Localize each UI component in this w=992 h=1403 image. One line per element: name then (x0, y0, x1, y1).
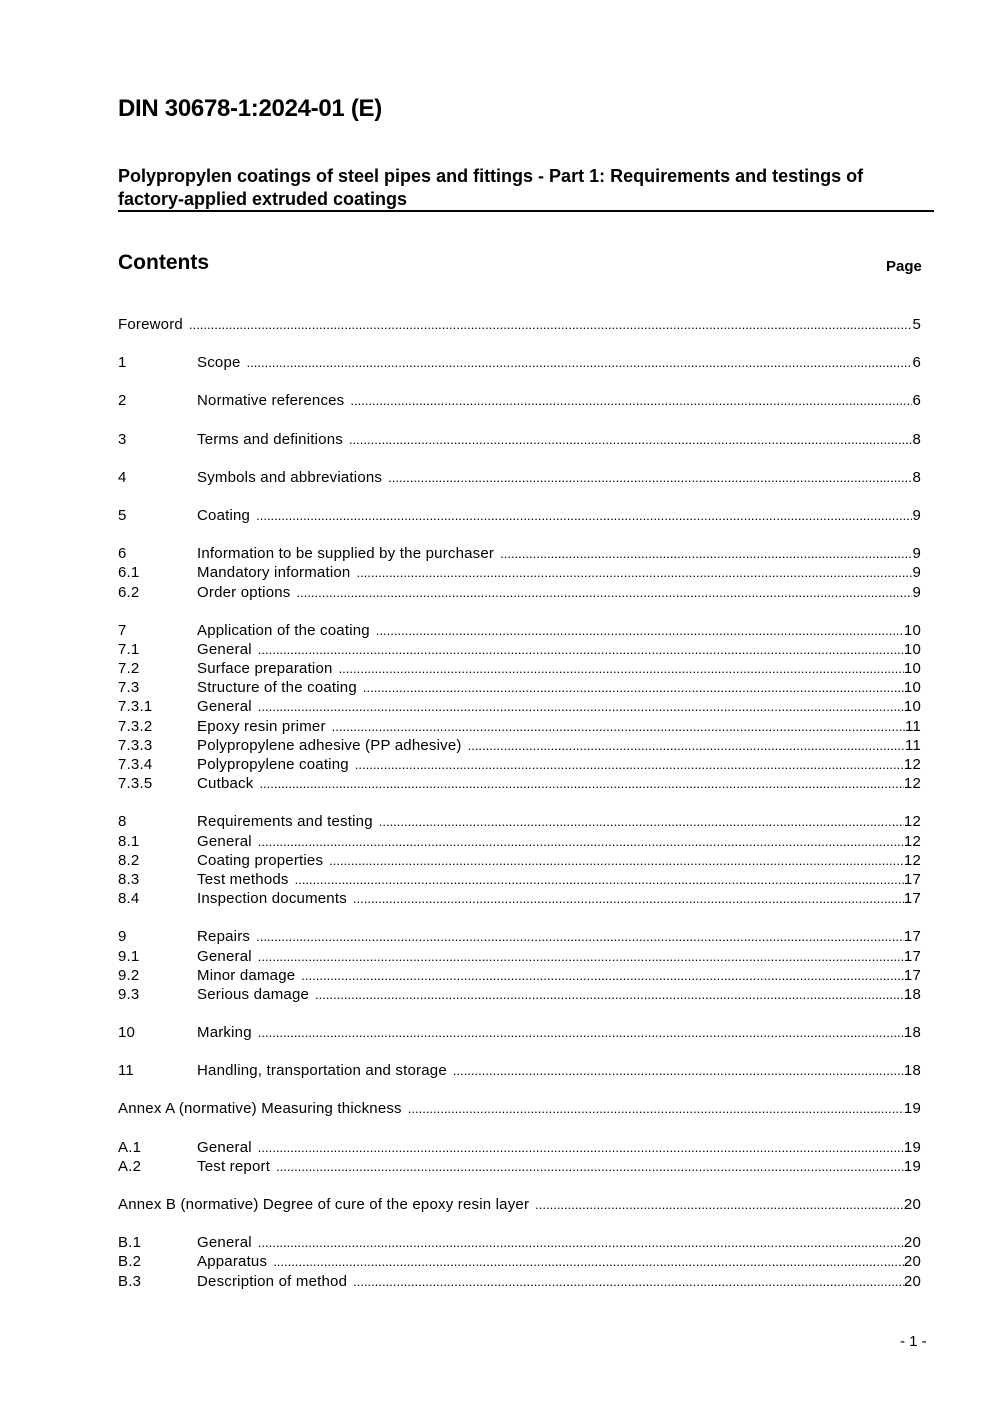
toc-leader-dots (301, 966, 904, 985)
toc-entry-title: Coating properties (197, 851, 324, 869)
toc-entry-number: 11 (118, 1062, 134, 1080)
toc-leader-dots (468, 736, 905, 755)
toc-entry[interactable] (118, 985, 921, 1004)
toc-entry-title: Terms and definitions (197, 430, 343, 448)
toc-entry-number: 3 (118, 430, 127, 448)
toc-entry-page: 18 (903, 1024, 921, 1042)
toc-entry-page: 19 (903, 1100, 921, 1118)
toc-entry-number: 8.4 (118, 890, 140, 908)
toc-leader-dots (256, 506, 912, 525)
toc-entry-title: Marking (197, 1024, 252, 1042)
toc-entry-page: 12 (903, 832, 921, 850)
toc-entry-title: Repairs (197, 928, 251, 946)
toc-entry-page: 12 (903, 813, 921, 831)
toc-entry-page: 10 (903, 698, 921, 716)
toc-entry-page: 20 (903, 1272, 921, 1290)
toc-leader-dots (258, 832, 904, 851)
toc-leader-dots (353, 1272, 904, 1291)
toc-entry-number: 9.1 (118, 947, 140, 965)
toc-entry-title: Handling, transportation and storage (197, 1062, 447, 1080)
toc-entry-title: Application of the coating (197, 621, 370, 639)
toc-leader-dots (258, 1023, 904, 1042)
toc-entry-number: 7 (118, 621, 127, 639)
toc-entry-title: Annex A (normative) Measuring thickness (118, 1100, 402, 1118)
toc-entry-number: 6 (118, 545, 127, 563)
toc-entry-page: 19 (903, 1157, 921, 1175)
toc-leader-dots (500, 544, 912, 563)
toc-entry[interactable] (118, 1233, 921, 1252)
toc-leader-dots (535, 1195, 904, 1214)
toc-entry-number: B.1 (118, 1234, 142, 1252)
toc-entry-title: Surface preparation (197, 660, 333, 678)
toc-leader-dots (189, 315, 912, 334)
toc-entry-number: 1 (118, 354, 127, 372)
toc-leader-dots (376, 621, 904, 640)
toc-entry-title: Information to be supplied by the purchaser (197, 545, 495, 563)
toc-entry-page: 9 (912, 506, 921, 524)
toc-entry-page: 18 (903, 985, 921, 1003)
toc-entry[interactable] (118, 966, 921, 985)
toc-entry-page: 11 (905, 717, 921, 735)
toc-entry[interactable] (118, 621, 921, 640)
toc-entry-number: 7.1 (118, 640, 140, 658)
toc-entry-number: 7.3.3 (118, 736, 153, 754)
toc-entry-page: 12 (903, 775, 921, 793)
toc-entry[interactable] (118, 717, 921, 736)
toc-entry-number: 7.3 (118, 679, 140, 697)
toc-entry-page: 10 (903, 660, 921, 678)
toc-entry[interactable] (118, 583, 921, 602)
toc-entry[interactable] (118, 391, 921, 410)
toc-entry-title: Test methods (197, 870, 289, 888)
toc-entry[interactable] (118, 1272, 921, 1291)
toc-entry-title: Apparatus (197, 1253, 268, 1271)
toc-entry-number: 8.3 (118, 870, 140, 888)
toc-entry[interactable] (118, 1195, 921, 1214)
toc-entry[interactable] (118, 430, 921, 449)
toc-leader-dots (356, 563, 912, 582)
toc-leader-dots (258, 697, 904, 716)
toc-entry-title: General (197, 1138, 252, 1156)
toc-leader-dots (408, 1099, 904, 1118)
toc-entry-title: Minor damage (197, 966, 296, 984)
toc-leader-dots (453, 1061, 904, 1080)
toc-entry-title: Epoxy resin primer (197, 717, 326, 735)
toc-entry-page: 17 (903, 870, 921, 888)
toc-entry-page: 20 (903, 1253, 921, 1271)
toc-entry-number: 7.3.5 (118, 775, 153, 793)
toc-entry[interactable] (118, 889, 921, 908)
toc-entry-title: Structure of the coating (197, 679, 357, 697)
toc-entry[interactable] (118, 640, 921, 659)
toc-leader-dots (259, 774, 903, 793)
toc-entry-number: 5 (118, 506, 127, 524)
toc-entry-number: 8 (118, 813, 127, 831)
toc-entry-number: 7.2 (118, 660, 140, 678)
toc-entry-title: Foreword (118, 316, 183, 333)
toc-entry[interactable] (118, 774, 921, 793)
toc-leader-dots (273, 1252, 904, 1271)
toc-entry-page: 19 (903, 1138, 921, 1156)
toc-entry-number: A.1 (118, 1138, 142, 1156)
toc-entry-page: 17 (903, 890, 921, 908)
toc-entry-number: 7.3.2 (118, 717, 153, 735)
contents-heading: Contents (118, 251, 209, 274)
toc-entry[interactable] (118, 1138, 921, 1157)
toc-entry-page: 6 (912, 354, 921, 372)
toc-entry-number: 9.2 (118, 966, 140, 984)
toc-entry-page: 17 (903, 966, 921, 984)
document-title: Polypropylen coatings of steel pipes and fittings - Part 1: Requirements and testings of factory-applied extruded coatings (118, 166, 864, 209)
toc-entry[interactable] (118, 468, 921, 487)
toc-entry-page: 10 (903, 640, 921, 658)
toc-entry[interactable] (118, 506, 921, 525)
toc-leader-dots (355, 755, 904, 774)
toc-leader-dots (276, 1157, 904, 1176)
toc-entry[interactable] (118, 755, 921, 774)
toc-entry-title: Description of method (197, 1272, 348, 1290)
toc-entry[interactable] (118, 812, 921, 831)
toc-entry-page: 10 (903, 621, 921, 639)
toc-entry[interactable] (118, 851, 921, 870)
toc-entry-page: 8 (912, 430, 921, 448)
toc-leader-dots (350, 391, 912, 410)
toc-entry-title: General (197, 698, 252, 716)
page-number: - 1 - (900, 1333, 927, 1350)
toc-entry-title: Polypropylene adhesive (PP adhesive) (197, 736, 462, 754)
toc-entry-title: General (197, 1234, 252, 1252)
toc-entry-title: Order options (197, 583, 291, 601)
toc-entry-page: 11 (905, 736, 921, 754)
toc-leader-dots (379, 812, 904, 831)
toc-entry-title: Normative references (197, 392, 345, 410)
toc-entry-page: 18 (903, 1062, 921, 1080)
toc-entry[interactable] (118, 697, 921, 716)
toc-entry-title: Scope (197, 354, 241, 372)
page-column-heading: Page (886, 258, 922, 275)
toc-entry-page: 17 (903, 928, 921, 946)
toc-leader-dots (363, 678, 904, 697)
toc-entry-title: Symbols and abbreviations (197, 468, 383, 486)
toc-entry[interactable] (118, 947, 921, 966)
toc-entry-number: 6.1 (118, 564, 140, 582)
toc-entry-number: 9 (118, 928, 127, 946)
toc-entry-title: Serious damage (197, 985, 310, 1003)
toc-entry[interactable] (118, 870, 921, 889)
toc-entry[interactable] (118, 1023, 921, 1042)
toc-entry[interactable] (118, 353, 921, 372)
toc-entry-page: 12 (903, 756, 921, 773)
toc-leader-dots (329, 851, 904, 870)
toc-entry-number: 6.2 (118, 583, 140, 601)
toc-entry-page: 9 (912, 545, 921, 563)
toc-entry-title: General (197, 832, 252, 850)
toc-leader-dots (339, 659, 904, 678)
toc-entry-title: Polypropylene coating (197, 756, 349, 773)
toc-entry[interactable] (118, 563, 921, 582)
toc-entry-title: Cutback (197, 775, 254, 793)
toc-entry-number: B.2 (118, 1253, 142, 1271)
toc-entry-title: General (197, 640, 252, 658)
toc-entry-number: 7.3.4 (118, 756, 153, 773)
toc-leader-dots (256, 927, 904, 946)
toc-entry-page: 9 (912, 564, 921, 582)
toc-entry-title: Mandatory information (197, 564, 351, 582)
toc-entry-page: 6 (912, 392, 921, 410)
toc-entry[interactable] (118, 927, 921, 946)
toc-entry[interactable] (118, 678, 921, 697)
toc-entry[interactable] (118, 1061, 921, 1080)
toc-entry-number: 8.2 (118, 851, 140, 869)
toc-entry-number: 8.1 (118, 832, 140, 850)
toc-entry[interactable] (118, 315, 921, 334)
document-id: DIN 30678-1:2024-01 (E) (118, 95, 382, 122)
toc-leader-dots (247, 353, 913, 372)
toc-entry-title: Test report (197, 1157, 271, 1175)
toc-leader-dots (295, 870, 904, 889)
toc-leader-dots (258, 1233, 904, 1252)
toc-entry-title: Coating (197, 506, 251, 524)
table-of-contents (118, 315, 921, 1291)
toc-leader-dots (315, 985, 904, 1004)
toc-entry-number: 2 (118, 392, 127, 410)
toc-leader-dots (353, 889, 904, 908)
toc-entry-page: 8 (912, 468, 921, 486)
toc-entry-page: 5 (912, 316, 921, 333)
title-rule (118, 210, 934, 212)
toc-entry-title: Inspection documents (197, 890, 347, 908)
toc-entry-page: 12 (903, 851, 921, 869)
toc-entry-number: A.2 (118, 1157, 142, 1175)
toc-entry[interactable] (118, 544, 921, 563)
toc-entry-number: 9.3 (118, 985, 140, 1003)
toc-entry-page: 10 (903, 679, 921, 697)
toc-entry-page: 20 (903, 1234, 921, 1252)
toc-entry-page: 9 (912, 583, 921, 601)
toc-entry-page: 17 (903, 947, 921, 965)
toc-entry-number: 7.3.1 (118, 698, 153, 716)
toc-entry-number: 10 (118, 1024, 136, 1042)
toc-entry[interactable] (118, 1157, 921, 1176)
toc-leader-dots (349, 430, 913, 449)
toc-entry-page: 20 (903, 1196, 921, 1213)
toc-entry[interactable] (118, 1252, 921, 1271)
toc-entry[interactable] (118, 736, 921, 755)
toc-entry-title: Requirements and testing (197, 813, 373, 831)
toc-leader-dots (258, 947, 904, 966)
toc-leader-dots (388, 468, 912, 487)
toc-leader-dots (332, 717, 905, 736)
toc-entry[interactable] (118, 659, 921, 678)
toc-entry[interactable] (118, 1099, 921, 1118)
toc-entry-number: 4 (118, 468, 127, 486)
toc-leader-dots (296, 583, 912, 602)
toc-entry-title: Annex B (normative) Degree of cure of the epoxy resin layer (118, 1196, 530, 1213)
toc-entry-title: General (197, 947, 252, 965)
toc-entry-number: B.3 (118, 1272, 142, 1290)
toc-leader-dots (258, 640, 904, 659)
toc-entry[interactable] (118, 832, 921, 851)
toc-leader-dots (258, 1138, 904, 1157)
